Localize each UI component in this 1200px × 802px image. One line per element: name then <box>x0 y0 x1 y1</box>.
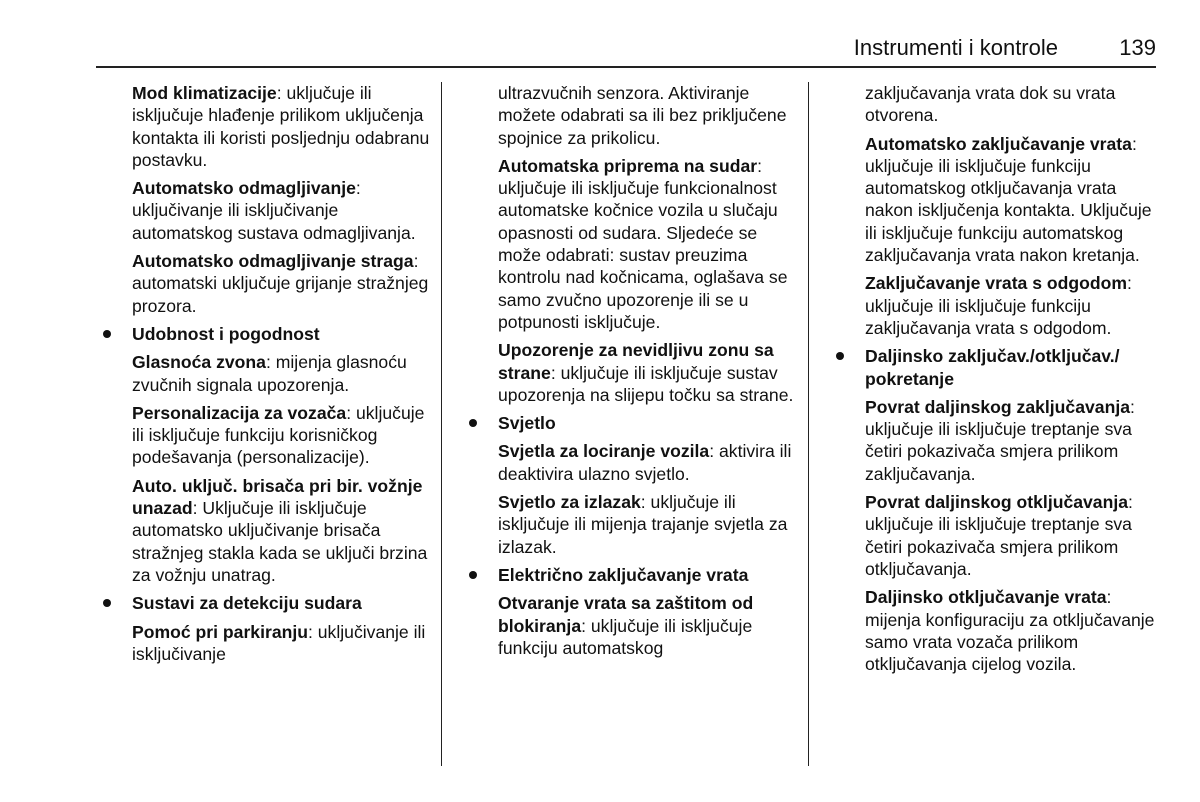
setting-description <box>498 592 798 659</box>
setting-text: : uključuje ili isključuje treptanje sva četiri pokazivača smjera prilikom otključavanja. <box>865 492 1133 579</box>
setting-term: Povrat daljinskog otključavanja <box>865 492 1129 513</box>
setting-description <box>498 82 798 149</box>
setting-term: Svjetlo za izlazak <box>498 492 641 513</box>
category-list-item <box>865 345 1165 390</box>
setting-description <box>132 177 432 244</box>
category-list-item <box>498 412 798 434</box>
setting-term: Automatsko odmagljivanje straga <box>132 251 414 272</box>
setting-description <box>132 82 432 171</box>
setting-description <box>132 351 432 396</box>
setting-description <box>132 475 432 586</box>
setting-description <box>498 339 798 406</box>
setting-description <box>865 586 1165 675</box>
setting-term: Pomoć pri parkiranju <box>132 621 308 642</box>
setting-description <box>865 491 1165 580</box>
category-list-item <box>498 564 798 586</box>
category-label: Električno zaključavanje vrata <box>498 564 749 585</box>
setting-description <box>498 155 798 333</box>
setting-text: : uključuje ili isključuje ili mijenja trajanje svjetla za izlazak. <box>498 492 788 557</box>
category-label: Udobnost i pogodnost <box>132 323 320 344</box>
bullet-icon <box>469 571 477 579</box>
page-number: 139 <box>1119 35 1156 60</box>
setting-description <box>498 491 798 558</box>
setting-term: Svjetla za lociranje vozila <box>498 441 710 462</box>
setting-text: : uključuje ili isključuje funkciju zaključavanja vrata s odgodom. <box>865 273 1132 338</box>
category-label: Sustavi za detekciju sudara <box>132 593 362 614</box>
setting-description <box>498 440 798 485</box>
setting-description <box>132 250 432 317</box>
column-divider <box>808 82 809 766</box>
setting-text: : uključivanje ili isključivanje <box>132 621 426 664</box>
setting-text: : uključuje ili isključuje funkciju automatskog otključavanja vrata nakon isključenja kontakta. Uključuje ili isključuje funkciju automatskog zaključavanja vrata nakon kretanja. <box>865 133 1152 266</box>
setting-text: : uključuje ili isključuje hlađenje prilikom uključenja kontakta ili koristi posljednju odabranu postavku. <box>132 83 430 170</box>
setting-description <box>132 402 432 469</box>
setting-text: : automatski uključuje grijanje stražnjeg prozora. <box>132 251 429 316</box>
setting-term: Automatsko zaključavanje vrata <box>865 133 1132 154</box>
column-2 <box>498 82 798 665</box>
setting-term: Daljinsko otključavanje vrata <box>865 587 1107 608</box>
setting-text: : uključuje ili isključuje sustav upozorenja na slijepu točku sa strane. <box>498 362 794 405</box>
setting-description <box>865 82 1165 127</box>
setting-description <box>865 396 1165 485</box>
setting-description <box>865 272 1165 339</box>
setting-description <box>132 621 432 666</box>
setting-text: : uključuje ili isključuje funkciju automatskog <box>498 615 753 658</box>
setting-term: Automatska priprema na sudar <box>498 155 758 176</box>
setting-term: Zaključavanje vrata s odgodom <box>865 273 1128 294</box>
setting-text: : mijenja glasnoću zvučnih signala upozorenja. <box>132 352 407 395</box>
category-list-item <box>132 323 432 345</box>
column-divider <box>441 82 442 766</box>
setting-text: : uključuje ili isključuje funkciju korisničkog podešavanja (personalizacije). <box>132 402 425 468</box>
column-1 <box>132 82 432 671</box>
section-title: Instrumenti i kontrole <box>853 35 1058 60</box>
bullet-icon <box>103 330 111 338</box>
page-header <box>96 30 1156 68</box>
setting-term: Upozorenje za nevidljivu zonu sa strane <box>498 340 774 383</box>
setting-text: : aktivira ili deaktivira ulazno svjetlo. <box>498 441 792 484</box>
setting-term: Auto. uključ. brisača pri bir. vožnje unazad <box>132 475 423 519</box>
category-label: Daljinsko zaključav./otključav./ pokretanje <box>865 346 1120 389</box>
setting-term: Otvaranje vrata sa zaštitom od blokiranja <box>498 593 754 636</box>
setting-term: Personalizacija za vozača <box>132 402 347 423</box>
category-label: Svjetlo <box>498 413 556 434</box>
setting-text: : mijenja konfiguraciju za otključavanje samo vrata vozača prilikom otključavanja cijelog vozila. <box>865 587 1155 675</box>
category-list-item <box>132 592 432 614</box>
setting-description <box>865 133 1165 267</box>
setting-text: zaključavanja vrata dok su vrata otvorena. <box>865 83 1116 126</box>
setting-text: : Uključuje ili isključuje automatsko uključivanje brisača stražnjeg stakla kada se uključi brzina za vožnju unatrag. <box>132 498 428 585</box>
setting-term: Mod klimatizacije <box>132 83 277 103</box>
setting-text: : uključuje ili isključuje treptanje sva četiri pokazivača smjera prilikom zaključavanja. <box>865 396 1135 484</box>
setting-term: Povrat daljinskog zaključavanja <box>865 396 1130 417</box>
setting-term: Glasnoća zvona <box>132 352 266 373</box>
bullet-icon <box>469 419 477 427</box>
bullet-icon <box>836 352 844 360</box>
setting-text: ultrazvučnih senzora. Aktiviranje možete odabrati sa ili bez priključene spojnice za prikolicu. <box>498 83 787 148</box>
bullet-icon <box>103 599 111 607</box>
column-3 <box>865 82 1165 681</box>
setting-text: : uključuje ili isključuje funkcionalnost automatske kočnice vozila u slučaju opasnosti od sudara. Sljedeće se može odabrati: sustav preuzima kontrolu nad kočnicama, oglašava se samo zvučno upozorenje ili se u potpunosti isključuje. <box>498 155 788 332</box>
setting-term: Automatsko odmagljivanje <box>132 178 356 199</box>
setting-text: : uključivanje ili isključivanje automatskog sustava odmagljivanja. <box>132 178 416 243</box>
